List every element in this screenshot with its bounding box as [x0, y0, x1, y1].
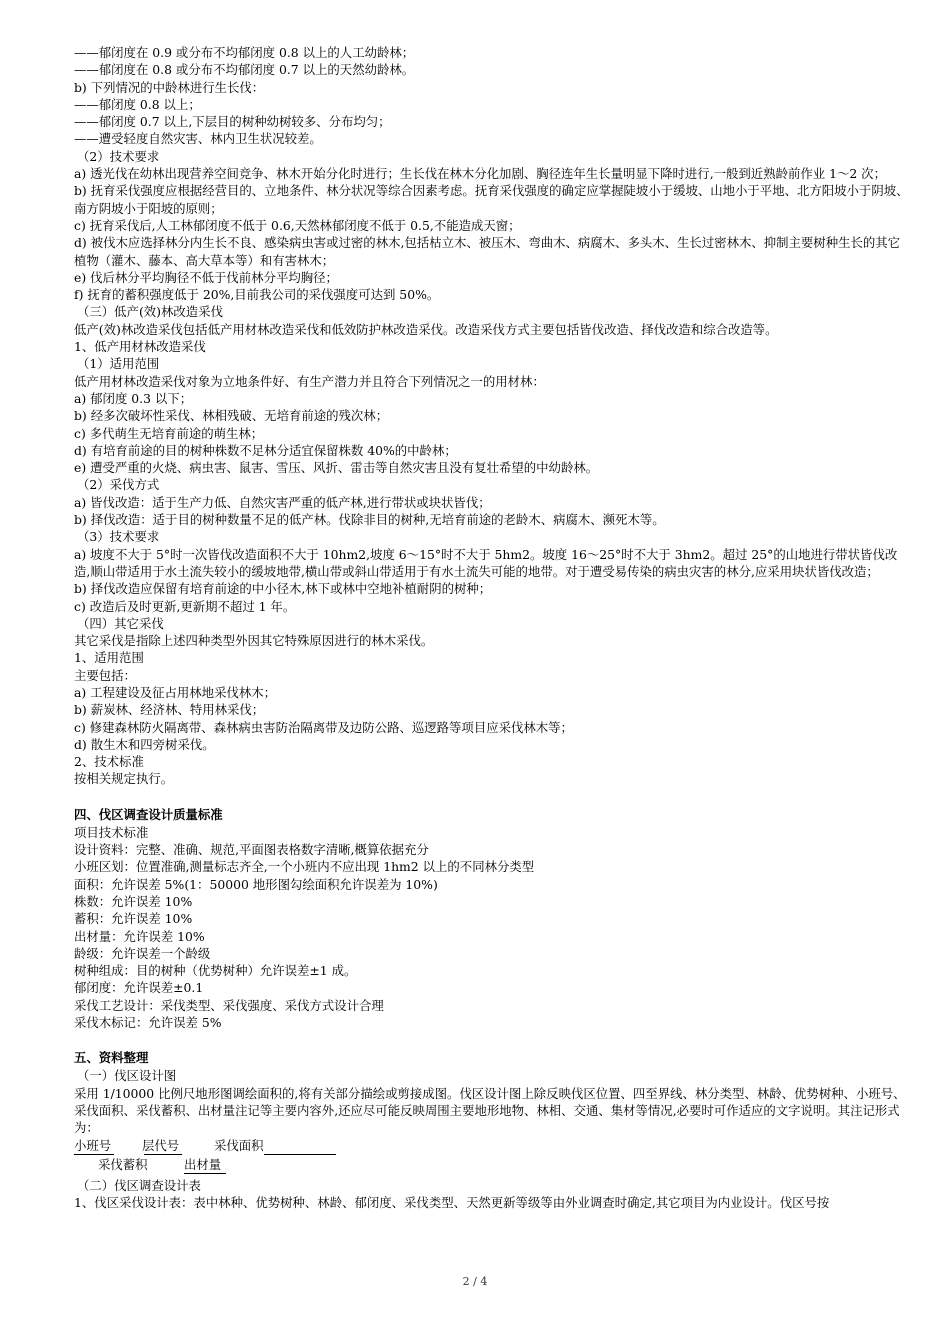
standard-line: 采伐木标记：允许误差 5%	[74, 1015, 222, 1031]
formula-denominator	[98, 1156, 221, 1173]
standard-line: 郁闭度：允许误差±0.1	[74, 980, 204, 996]
text-line: （三）低产(效)林改造采伐	[77, 304, 223, 320]
text-line: （3）技术要求	[77, 529, 160, 545]
text-line: b) 薪炭林、经济林、特用林采伐；	[74, 702, 265, 718]
paragraph-design-map: 采用 1/10000 比例尺地形图调绘面积的,将有关部分描绘或剪接成图。伐区设计图上除反映伐区位置、四至界线、林分类型、林龄、优势树种、小班号、采伐面积、采伐蓄积、出材量注记等主要内容外,还应尽可能反映周围主要地形地物、林相、交通、集材等情况,必要时可作适应的文字说明。其注记形式为：	[74, 1085, 906, 1136]
formula-item-output: 出材量	[184, 1156, 222, 1172]
text-line: 其它采伐是指除上述四种类型外因其它特殊原因进行的林木采伐。	[74, 633, 434, 649]
text-line: （2）采伐方式	[77, 477, 160, 493]
text-line: d) 被伐木应选择林分内生长不良、感染病虫害或过密的林木,包括枯立木、被压木、弯曲木、病腐木、多头木、生长过密林木、抑制主要树种生长的其它植物（灌木、藤本、高大草本等）和有害林木；	[74, 235, 901, 268]
standard-line: 项目技术标准	[74, 824, 149, 840]
text-line: a) 皆伐改造：适于生产力低、自然灾害严重的低产林,进行带状或块状皆伐；	[74, 494, 491, 510]
formula-item-area: 采伐面积	[214, 1137, 264, 1153]
text-line: ——郁闭度在 0.8 或分布不均郁闭度 0.7 以上的天然幼龄林。	[74, 62, 415, 78]
text-line: ——郁闭度 0.8 以上；	[74, 96, 201, 112]
text-line: c) 修建森林防火隔离带、森林病虫害防治隔离带及边防公路、巡逻路等项目应采伐林木等；	[74, 719, 573, 735]
section-heading-quality-standard: 四、伐区调查设计质量标准	[74, 806, 223, 822]
formula-item-subcompartment: 小班号	[74, 1137, 112, 1153]
text-line: （2）技术要求	[77, 148, 160, 164]
page-number: 2 / 4	[462, 1275, 488, 1288]
text-line: ——郁闭度 0.7 以上,下层目的树种幼树较多、分布均匀；	[74, 114, 391, 130]
text-line: c) 多代萌生无培育前途的萌生林；	[74, 425, 264, 441]
text-line: b) 抚育采伐强度应根据经营目的、立地条件、林分状况等综合因素考虑。抚育采伐强度的确定应掌握陡坡小于缓坡、山地小于平地、北方阳坡小于阴坡、南方阴坡小于阳坡的原则；	[74, 183, 909, 216]
formula-item-volume: 采伐蓄积	[98, 1156, 148, 1172]
standard-line: 采伐工艺设计：采伐类型、采伐强度、采伐方式设计合理	[74, 997, 384, 1013]
subheading-design-map: （一）伐区设计图	[77, 1068, 177, 1084]
text-line: 主要包括：	[74, 667, 136, 683]
formula-item-layer: 层代号	[142, 1137, 180, 1153]
text-line: ——遭受轻度自然灾害、林内卫生状况较差。	[74, 131, 322, 147]
text-line: 2、技术标准	[74, 754, 144, 770]
annotation-formula	[74, 1137, 910, 1177]
document-body	[74, 44, 910, 788]
standard-line: 设计资料：完整、准确、规范,平面图表格数字清晰,概算依据充分	[74, 842, 429, 858]
formula-fraction-line	[144, 1154, 182, 1155]
text-line: 1、低产用材林改造采伐	[74, 339, 206, 355]
text-line: e) 遭受严重的火烧、病虫害、鼠害、雪压、风折、雷击等自然灾害且没有复壮希望的中幼龄林。	[74, 460, 599, 476]
standard-line: 出材量：允许误差 10%	[74, 928, 205, 944]
text-line: a) 工程建设及征占用林地采伐林木；	[74, 684, 277, 700]
paragraph-design-table: 1、伐区采伐设计表：表中林种、优势树种、林龄、郁闭度、采伐类型、天然更新等级等由外业调查时确定,其它项目为内业设计。伐区号按	[74, 1194, 830, 1210]
standard-line: 株数：允许误差 10%	[74, 893, 193, 909]
standard-line: 树种组成：目的树种（优势树种）允许误差±1 成。	[74, 963, 357, 979]
text-line: ——郁闭度在 0.9 或分布不均郁闭度 0.8 以上的人工幼龄林；	[74, 45, 415, 60]
text-line: a) 坡度不大于 5°时一次皆伐改造面积不大于 10hm2,坡度 6～15°时不大于 5hm2。坡度 16～25°时不大于 3hm2。超过 25°的山地进行带状皆伐改造,顺山带适用于水土流失较小的缓坡地带,横山带或斜山带适用于有水土流失可能的地带。对于遭受易传染的病虫灾害的林分,应采用块状皆伐改造；	[74, 546, 898, 579]
text-line: c) 抚育采伐后,人工林郁闭度不低于 0.6,天然林郁闭度不低于 0.5,不能造成天窗；	[74, 217, 521, 233]
formula-numerator	[74, 1137, 264, 1154]
standard-line: 小班区划：位置准确,测量标志齐全,一个小班内不应出现 1hm2 以上的不同林分类型	[74, 859, 535, 875]
text-line: f) 抚育的蓄积强度低于 20%,目前我公司的采伐强度可达到 50%。	[74, 287, 440, 303]
formula-fraction-line	[74, 1154, 114, 1155]
text-line: c) 改造后及时更新,更新期不超过 1 年。	[74, 598, 296, 614]
text-line: a) 透光伐在幼林出现营养空间竞争、林木开始分化时进行；生长伐在林木分化加剧、胸径连年生长量明显下降时进行,一般到近熟龄前作业 1～2 次；	[74, 166, 886, 182]
text-line: e) 伐后林分平均胸径不低于伐前林分平均胸径；	[74, 269, 338, 285]
standard-line: 龄级：允许误差一个龄级	[74, 945, 211, 961]
text-line: a) 郁闭度 0.3 以下；	[74, 390, 193, 406]
subheading-design-table: （二）伐区调查设计表	[77, 1177, 201, 1193]
text-line: b) 下列情况的中龄林进行生长伐：	[74, 79, 265, 95]
quality-standard-list	[74, 824, 910, 1032]
standard-line: 面积：允许误差 5%(1：50000 地形图勾绘面积允许误差为 10%)	[74, 876, 438, 892]
text-line: 1、适用范围	[74, 650, 144, 666]
standard-line: 蓄积：允许误差 10%	[74, 911, 193, 927]
formula-fraction-line	[264, 1154, 336, 1155]
text-line: （四）其它采伐	[77, 615, 164, 631]
text-line: b) 经多次破坏性采伐、林相残破、无培育前途的残次林；	[74, 408, 389, 424]
text-line: （1）适用范围	[77, 356, 160, 372]
document-page	[74, 44, 910, 1211]
section-heading-data-processing: 五、资料整理	[74, 1050, 149, 1066]
text-line: b) 择伐改造应保留有培育前途的中小径木,林下或林中空地补植耐阴的树种；	[74, 581, 492, 597]
text-line: b) 择伐改造：适于目的树种数量不足的低产林。伐除非目的树种,无培育前途的老龄木、病腐木、濒死木等。	[74, 512, 665, 528]
formula-underline	[184, 1173, 226, 1174]
text-line: 低产用材林改造采伐对象为立地条件好、有生产潜力并且符合下列情况之一的用材林：	[74, 373, 545, 389]
text-line: 低产(效)林改造采伐包括低产用材林改造采伐和低效防护林改造采伐。改造采伐方式主要包括皆伐改造、择伐改造和综合改造等。	[74, 321, 778, 337]
text-line: d) 有培育前途的目的树种株数不足林分适宜保留株数 40%的中龄林；	[74, 442, 457, 458]
text-line: d) 散生木和四旁树采伐。	[74, 736, 215, 752]
text-line: 按相关规定执行。	[74, 771, 174, 787]
